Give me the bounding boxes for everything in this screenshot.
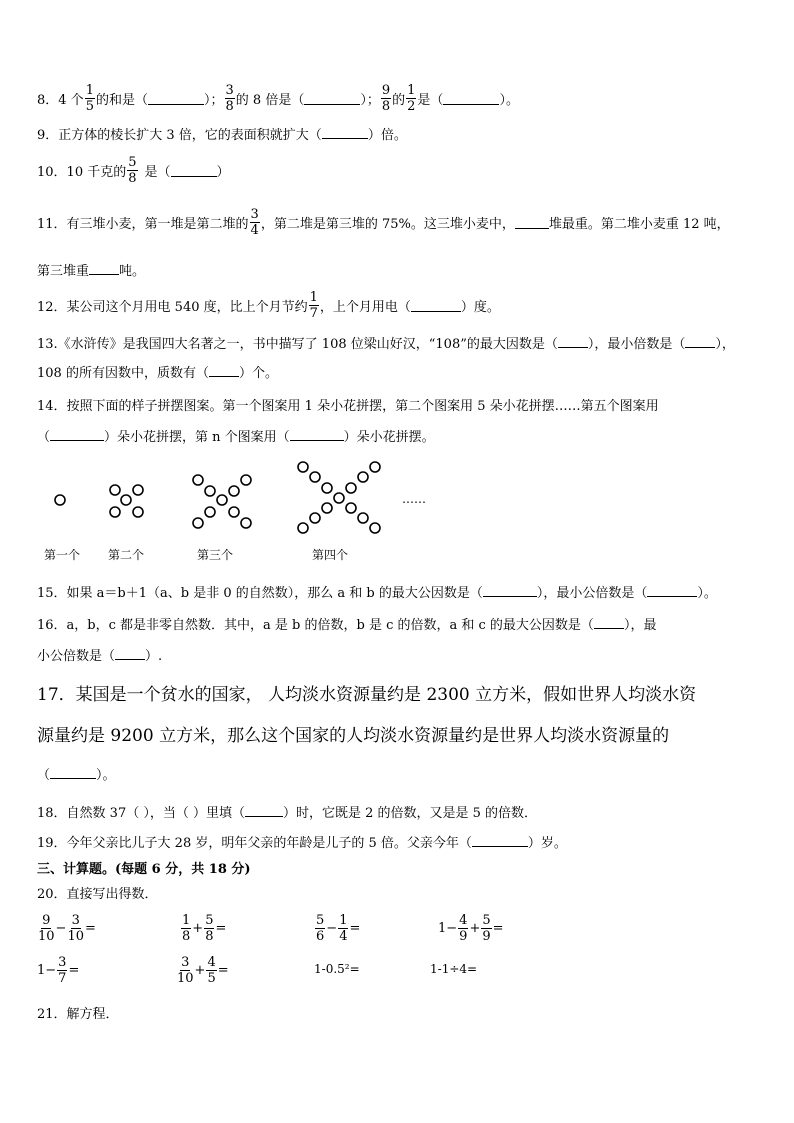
answer-blank[interactable] (50, 766, 96, 779)
question-16: 16．a，b，c 都是非零自然数．其中，a 是 b 的倍数，b 是 c 的倍数，a 和 c 的最大公因数是（ ），最 (37, 618, 657, 633)
pattern-label-2: 第二个 (108, 548, 145, 562)
flower-icon (310, 513, 320, 523)
question-12: 12．某公司这个月用电 540 度，比上个月节约 $\frac{1}{7}$ ，上个月用电（ ）度。 (37, 289, 500, 321)
question-17: 17．某国是一个贫水的国家， 人均淡水资源量约是 2300 立方米，假如世界人均淡水资 (37, 685, 697, 705)
flower-icon (334, 493, 344, 503)
answer-blank[interactable] (685, 335, 715, 348)
question-10: 10．10 千克的 $\frac{5}{8}$ 是（ ） (37, 154, 230, 186)
answer-blank[interactable] (89, 262, 119, 275)
question-11-line-2: 第三堆重 吨。 (37, 264, 146, 279)
section-heading: 三、计算题。(每题 6 分，共 18 分) (37, 862, 251, 877)
answer-blank[interactable] (594, 616, 624, 629)
flower-icon (370, 462, 380, 472)
question-11: 11．有三堆小麦，第一堆是第二堆的 $\frac{3}{4}$ ，第二堆是第三堆的 75%。这三堆小麦中， 堆最重。第二堆小麦重 12 吨， (37, 206, 730, 238)
expression-3: $\frac{5}{6}$ − $\frac{1}{4}$ = (316, 912, 361, 944)
question-16-line-2: 小公倍数是（ ）. (37, 649, 163, 664)
answer-blank[interactable] (115, 647, 145, 660)
pattern-label-4: 第四个 (312, 548, 349, 562)
question-14-line-2: （ ）朵小花拼摆，第 n 个图案用（ ）朵小花拼摆。 (37, 430, 435, 445)
question-8: 8． 4 个 $\frac{1}{5}$ 的和是（ ）； $\frac{3}{8}$ 的 8 倍是（ ）； $\frac{9}{8}$ 的 $\frac{1}{2}$ 是（ ）。 (37, 82, 519, 114)
answer-blank[interactable] (472, 834, 528, 847)
answer-blank[interactable] (322, 126, 368, 139)
fraction: $\frac{9}{8}$ (381, 82, 391, 114)
answer-blank[interactable] (171, 164, 217, 177)
question-18: 18．自然数 37（ ），当（ ）里填（ ）时，它既是 2 的倍数，又是是 5 的倍数． (37, 806, 538, 821)
question-20: 20．直接写出得数． (37, 887, 158, 902)
flower-icon (110, 485, 120, 495)
pattern-label-3: 第三个 (197, 548, 234, 562)
answer-blank[interactable] (411, 299, 461, 312)
question-13-line-2: 108 的所有因数中，质数有（ ）个。 (37, 366, 278, 381)
expression-7: 1-0.5²= (314, 962, 360, 976)
question-17-line-2: 源量约是 9200 立方米，那么这个国家的人均淡水资源量约是世界人均淡水资源量的 (37, 726, 670, 746)
flower-icon (205, 507, 215, 517)
flower-icon (229, 486, 239, 496)
flower-icon (298, 462, 308, 472)
flower-icon (133, 507, 143, 517)
flower-icon (310, 472, 320, 482)
expression-1: $\frac{9}{10}$ − $\frac{3}{10}$ = (38, 912, 96, 944)
fraction: $\frac{5}{8}$ (128, 154, 137, 186)
flower-icon (358, 472, 368, 482)
answer-blank[interactable] (290, 428, 344, 441)
fraction: $\frac{1}{2}$ (407, 82, 416, 114)
answer-blank[interactable] (647, 584, 697, 597)
question-9: 9．正方体的棱长扩大 3 倍，它的表面积就扩大（ ）倍。 (37, 128, 407, 143)
flower-icon (193, 518, 203, 528)
expression-2: $\frac{1}{8}$ + $\frac{5}{8}$ = (182, 912, 227, 944)
expression-6: $\frac{3}{10}$ + $\frac{4}{5}$ = (177, 954, 229, 986)
flower-icon (133, 485, 143, 495)
flower-icon (229, 507, 239, 517)
expression-8: 1-1÷4= (430, 962, 478, 976)
question-13: 13.《水浒传》是我国四大名著之一，书中描写了 108 位梁山好汉，“108”的最大因数是（ ），最小倍数是（ ）， (37, 337, 735, 352)
fraction: $\frac{1}{7}$ (309, 289, 318, 321)
flower-icon (322, 483, 332, 493)
answer-blank[interactable] (304, 92, 360, 105)
answer-blank[interactable] (558, 335, 588, 348)
flower-icon (358, 513, 368, 523)
answer-blank[interactable] (483, 584, 537, 597)
expression-5: 1− $\frac{3}{7}$ = (37, 954, 80, 986)
flower-icon (241, 518, 251, 528)
answer-blank[interactable] (209, 364, 239, 377)
flower-icon (110, 507, 120, 517)
answer-blank[interactable] (50, 428, 104, 441)
flower-icon (346, 503, 356, 513)
answer-blank[interactable] (515, 216, 549, 229)
flower-icon (322, 503, 332, 513)
flower-icon (370, 523, 380, 533)
flower-icon (346, 483, 356, 493)
fraction: $\frac{3}{8}$ (225, 82, 234, 114)
answer-blank[interactable] (245, 804, 283, 817)
flower-pattern-figure (30, 455, 450, 570)
flower-icon (298, 523, 308, 533)
answer-blank[interactable] (148, 92, 204, 105)
expression-4: 1− $\frac{4}{9}$ + $\frac{5}{9}$ = (438, 912, 504, 944)
flower-icon (205, 486, 215, 496)
question-17-line-3: （ ）。 (37, 768, 116, 783)
continuation-dots: …… (402, 492, 426, 506)
flower-icon (55, 495, 65, 505)
question-14: 14．按照下面的样子拼摆图案。第一个图案用 1 朵小花拼摆，第二个图案用 5 朵小花拼摆……第五个图案用 (37, 399, 659, 414)
question-19: 19．今年父亲比儿子大 28 岁，明年父亲的年龄是儿子的 5 倍。父亲今年（ ）岁。 (37, 836, 567, 851)
answer-blank[interactable] (443, 92, 499, 105)
pattern-label-1: 第一个 (44, 548, 81, 562)
flower-icon (121, 495, 131, 505)
flower-icon (241, 475, 251, 485)
fraction: $\frac{1}{5}$ (85, 82, 94, 114)
fraction: $\frac{3}{4}$ (250, 206, 259, 238)
question-21: 21．解方程． (37, 1007, 119, 1022)
flower-icon (217, 495, 227, 505)
question-15: 15．如果 a＝b＋1（a、b 是非 0 的自然数），那么 a 和 b 的最大公因数是（ ），最小公倍数是（ ）。 (37, 586, 717, 601)
flower-icon (193, 475, 203, 485)
